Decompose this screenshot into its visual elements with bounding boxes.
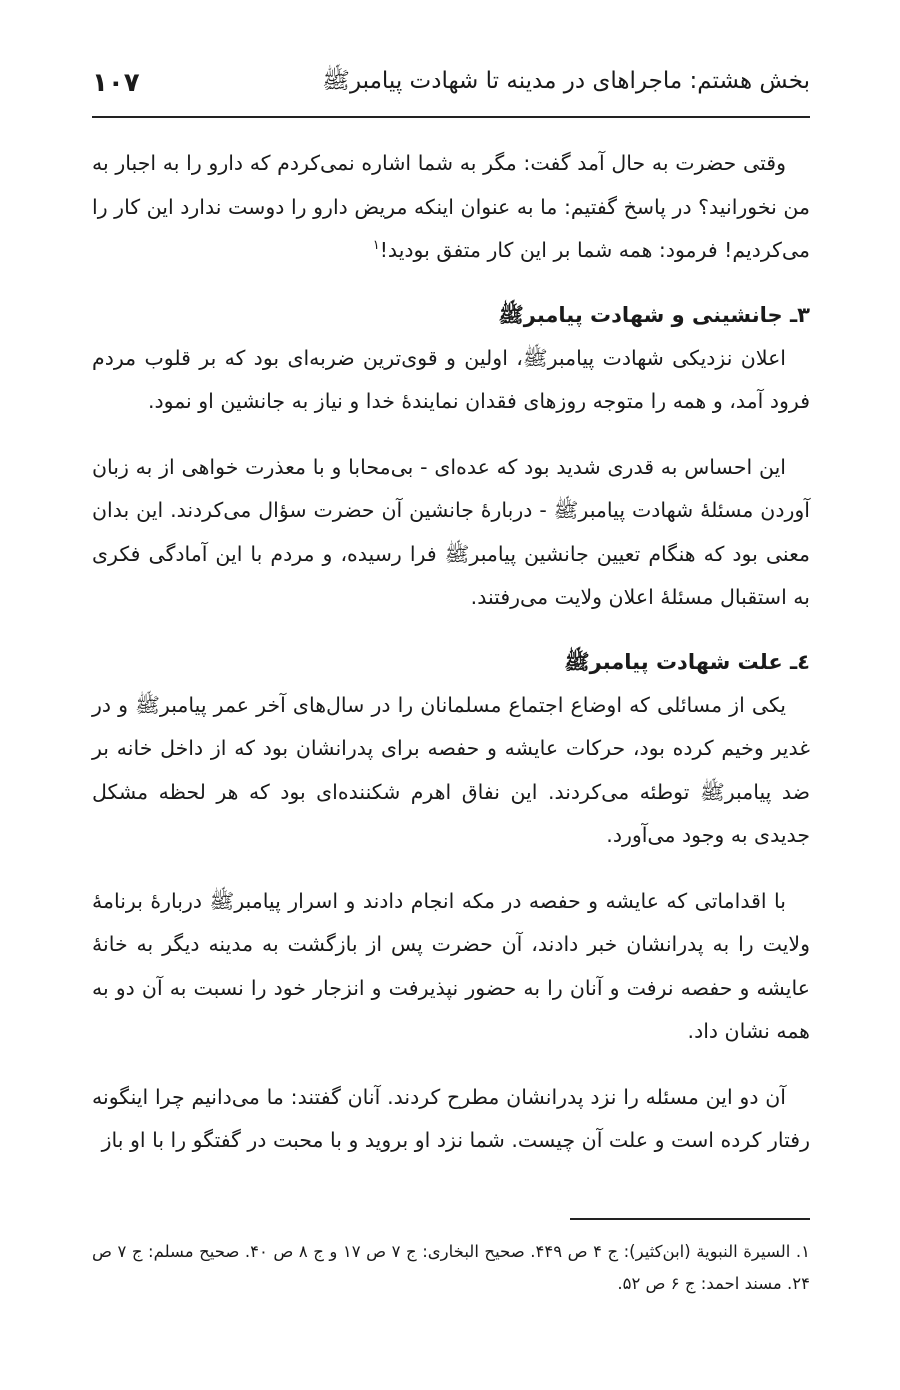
header-divider — [92, 116, 810, 118]
paragraph-1-text: وقتی حضرت به حال آمد گفت: مگر به شما اشاره نمی‌کردم که دارو را به اجبار به من نخورانید؟ در پاسخ گفتیم: ما به عنوان اینکه مریض دارو را دوست ندارد این کار را می‌کردیم! فرمود: همه شما بر این کار متفق بودید! — [92, 151, 810, 262]
section-heading-4: ٤ـ علت شهادت پیامبرﷺ — [564, 649, 810, 674]
page-number: ۱۰۷ — [92, 68, 140, 98]
page-content — [92, 142, 810, 1185]
paragraph-4: یکی از مسائلی که اوضاع اجتماع مسلمانان را در سال‌های آخر عمر پیامبرﷺ و در غدیر وخیم کرده بود، حرکات عایشه و حفصه برای پدرانشان بود که از داخل خانه بر ضد پیامبرﷺ توطئه می‌کردند. این نفاق اهرم شکننده‌ای بود که هر لحظه مشکل جدیدی به وجود می‌آورد. — [92, 692, 810, 847]
footnote-divider — [570, 1218, 810, 1220]
paragraph-2: اعلان نزدیکی شهادت پیامبرﷺ، اولین و قوی‌ترین ضربه‌ای بود که بر قلوب مردم فرود آمد، و همه را متوجه روزهای فقدان نمایندهٔ خدا و نیاز به جانشین او نمود. — [92, 345, 810, 413]
footnote: ۱. السیرة النبویة (ابن‌کثیر): ج ۴ ص ۴۴۹. صحیح البخاری: ج ۷ ص ۱۷ و ج ۸ ص ۴۰. صحیح مسلم: ج ۷ ص ۲۴. مسند احمد: ج ۶ ص ۵۲. — [92, 1242, 810, 1293]
book-page — [92, 0, 810, 1390]
footnote-reference: ١ — [372, 238, 380, 254]
paragraph-3: این احساس به قدری شدید بود که عده‌ای - بی‌محابا و با معذرت خواهی از به زبان آوردن مسئلهٔ شهادت پیامبرﷺ - دربارهٔ جانشین آن حضرت سؤال می‌کردند. این بدان معنی بود که هنگام تعیین جانشین پیامبرﷺ فرا رسیده، و مردم با این آمادگی فکری به استقبال مسئلهٔ اعلان ولایت می‌رفتند. — [92, 454, 810, 609]
running-title: بخش هشتم: ماجراهای در مدینه تا شهادت پیامبرﷺ — [322, 68, 810, 94]
section-heading-3: ۳ـ جانشینی و شهادت پیامبرﷺ — [498, 302, 810, 327]
paragraph-1 — [92, 142, 810, 273]
paragraph-6: آن دو این مسئله را نزد پدرانشان مطرح کردند. آنان گفتند: ما می‌دانیم چرا اینگونه رفتار کرده است و علت آن چیست. شما نزد او بروید و با محبت در گفتگو را با او باز — [92, 1084, 810, 1152]
page-header — [92, 58, 810, 108]
paragraph-5: با اقداماتی که عایشه و حفصه در مکه انجام دادند و اسرار پیامبرﷺ دربارهٔ برنامهٔ ولایت را به پدرانشان خبر دادند، آن حضرت پس از بازگشت به مدینه دیگر به خانهٔ عایشه و حفصه نرفت و آنان را به حضور نپذیرفت و انزجار خود را نسبت به آن دو به همه نشان داد. — [92, 888, 810, 1043]
